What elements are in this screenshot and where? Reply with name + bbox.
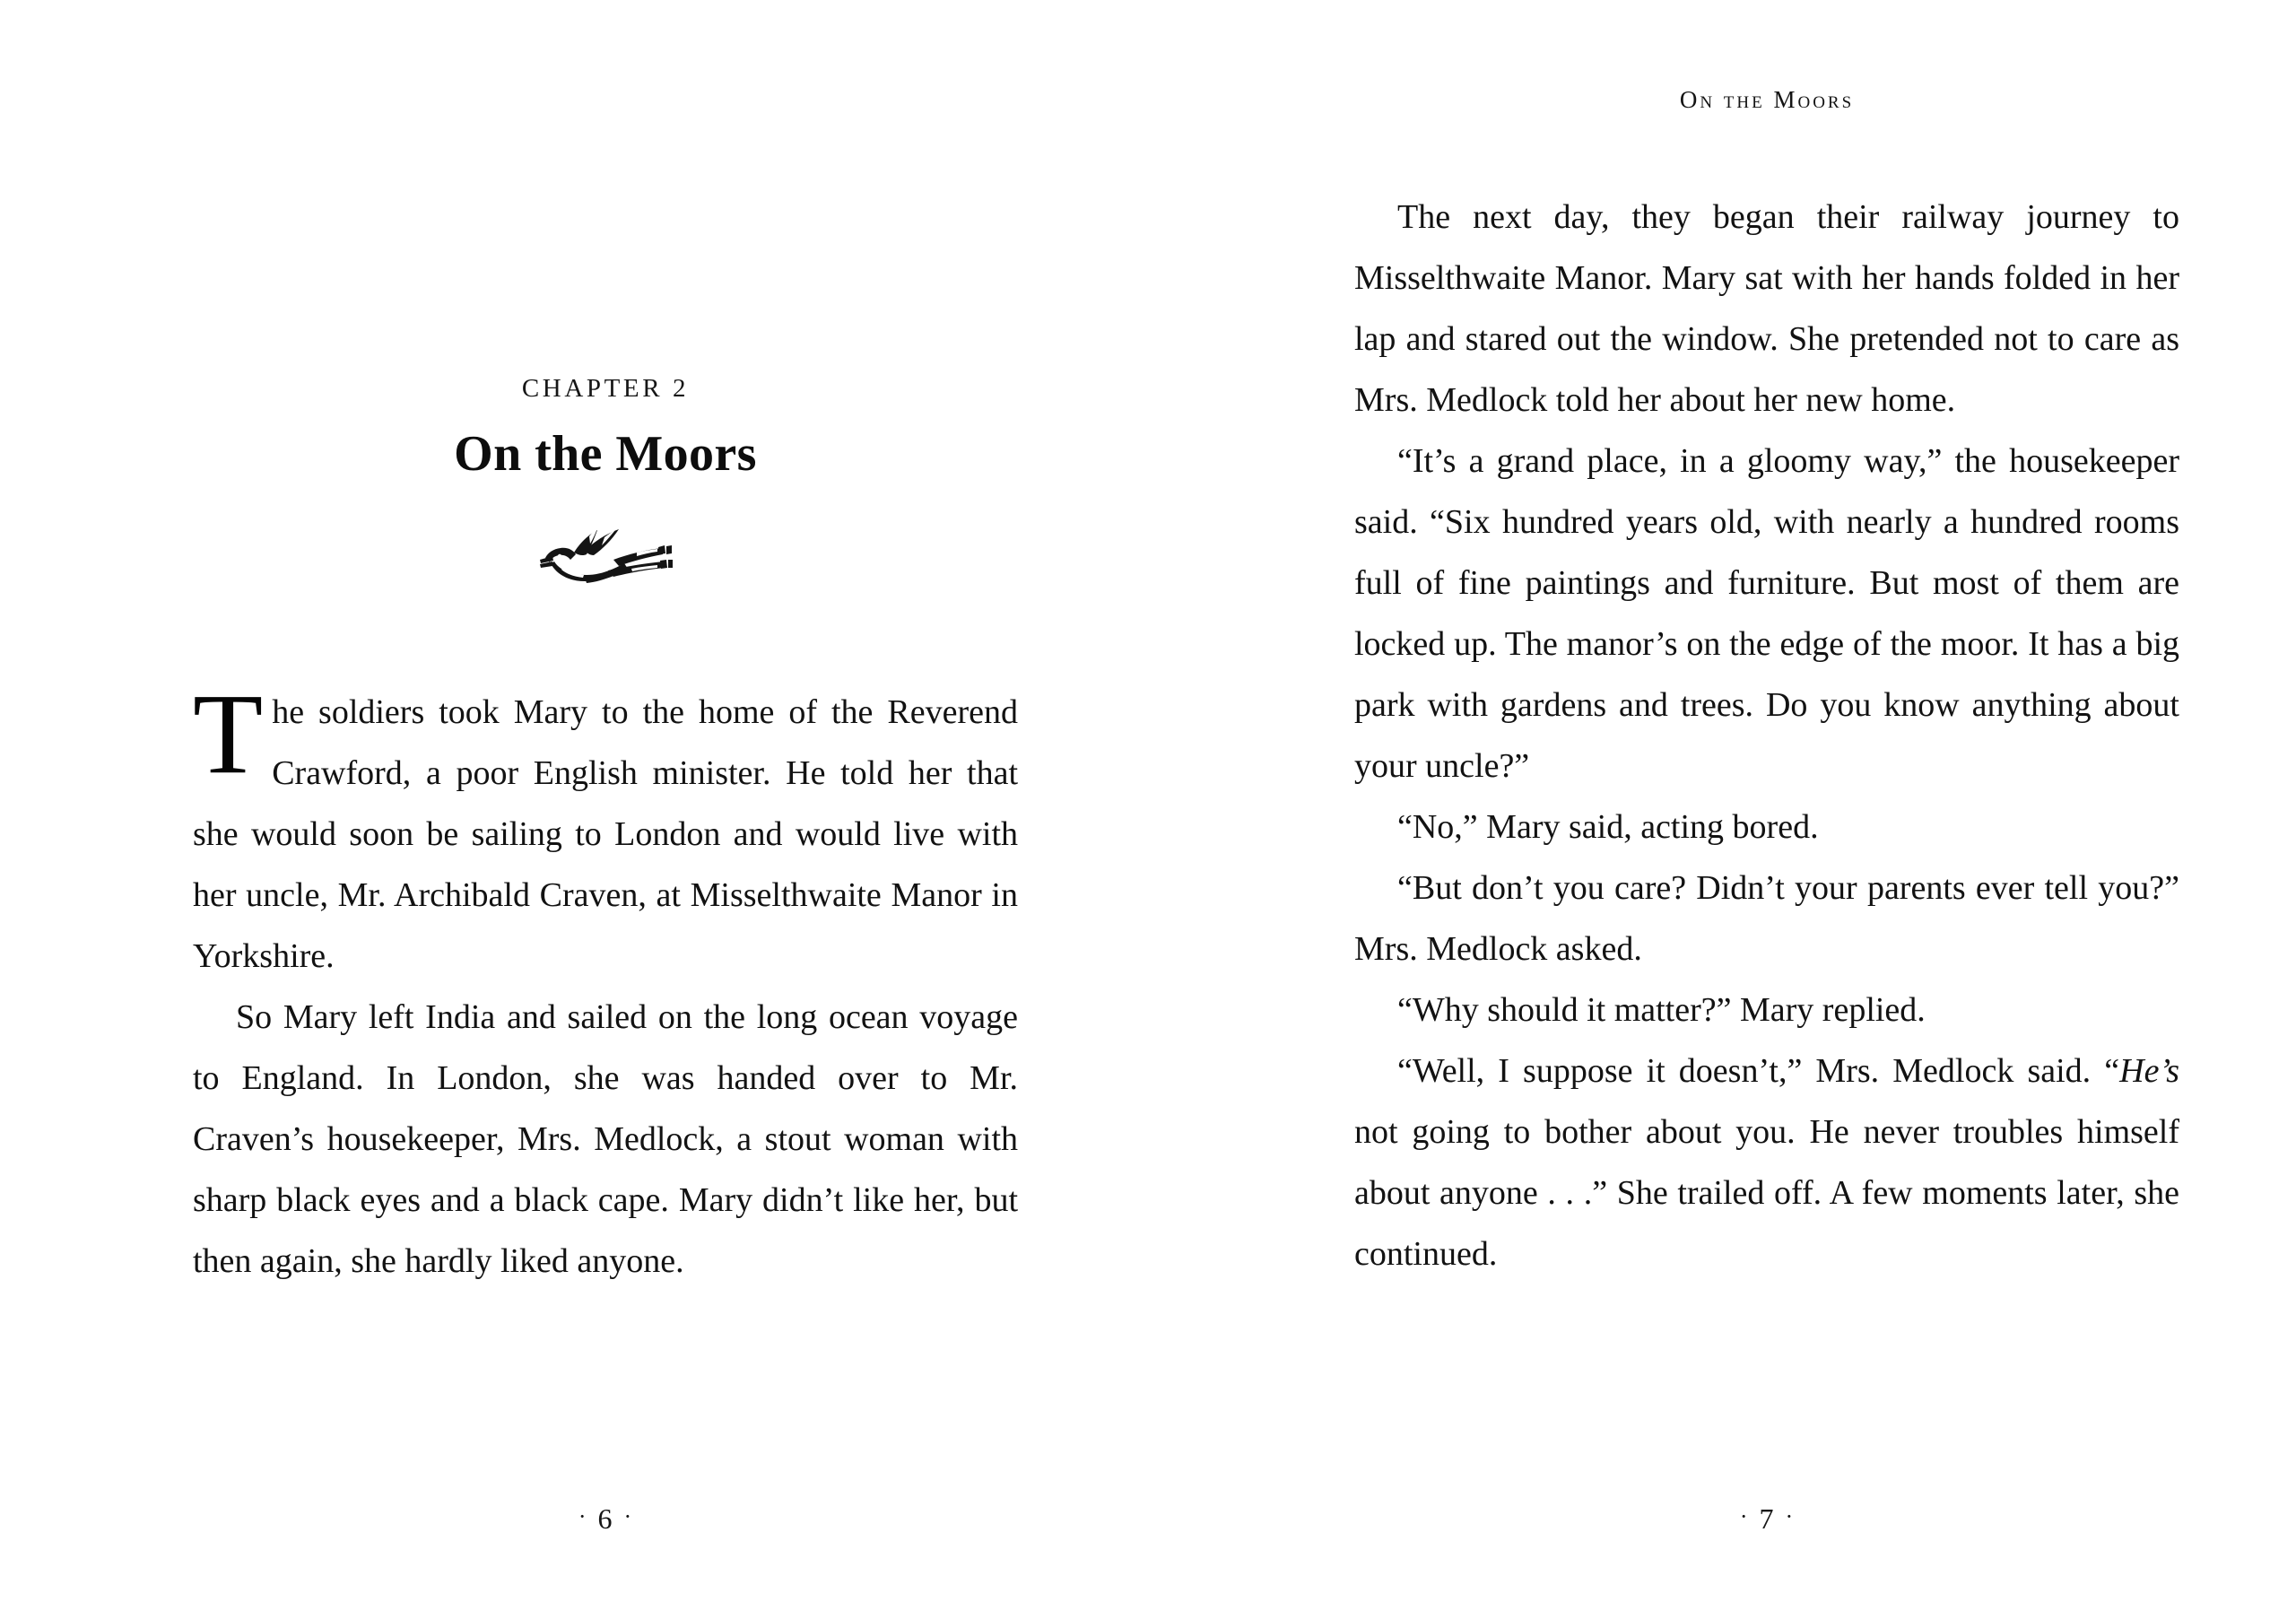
folio-dot-right: · xyxy=(623,1503,633,1529)
running-header: On the Moors xyxy=(1679,86,1855,113)
folio-dot-right: · xyxy=(1785,1503,1795,1529)
right-column-body xyxy=(1354,187,2179,1284)
paragraph-with-dropcap xyxy=(193,670,1018,987)
chapter-label: CHAPTER 2 xyxy=(521,374,690,403)
paragraph-text: “Why should it matter?” Mary replied. xyxy=(1397,991,1926,1029)
folio-dot-left: · xyxy=(1739,1503,1749,1529)
chapter-heading-block xyxy=(193,375,1018,593)
bird-ornament-container xyxy=(193,521,1018,593)
page-number: 7 xyxy=(1759,1502,1775,1535)
paragraph-text: “But don’t you care? Didn’t your parents ever tell you?” Mrs. Medlock asked. xyxy=(1354,869,2179,968)
paragraph-text-with-emphasis xyxy=(1354,1040,2179,1284)
drop-cap-letter: T xyxy=(193,670,264,797)
left-page xyxy=(193,0,1018,1602)
emphasized-word: He’s xyxy=(2119,1052,2179,1090)
page-number: 6 xyxy=(597,1502,613,1535)
paragraph-text: “No,” Mary said, acting bored. xyxy=(1397,808,1819,846)
paragraph-text: “It’s a grand place, in a gloomy way,” the housekeeper said. “Six hundred years old, with nearly a hundred rooms full of fine paintings and furniture. But most of them are locked up. The manor’s on the edge of the moor. It has a big park with gardens and trees. Do you know anything about your uncle?” xyxy=(1354,442,2179,785)
chapter-title: On the Moors xyxy=(454,425,757,482)
paragraph-segment-before-emphasis: “Well, I suppose it doesn’t,” Mrs. Medlock said. “ xyxy=(1397,1052,2120,1090)
paragraph-text: he soldiers took Mary to the home of the Reverend Crawford, a poor English minister. He told her that she would soon be sailing to London and would live with her uncle, Mr. Archibald Craven, at Misselthwaite Manor in Yorkshire. xyxy=(193,693,1018,975)
folio-right xyxy=(1354,1502,2179,1536)
folio-dot-left: · xyxy=(578,1503,587,1529)
flying-bird-icon xyxy=(538,524,673,590)
left-column-body xyxy=(193,670,1018,1292)
folio-left xyxy=(193,1502,1018,1536)
right-page xyxy=(1354,0,2179,1602)
paragraph-text: The next day, they began their railway journey to Misselthwaite Manor. Mary sat with her hands folded in her lap and stared out the window. She pretended not to care as Mrs. Medlock told her about her new home. xyxy=(1354,198,2179,419)
paragraph-segment-after-emphasis: not going to bother about you. He never troubles himself about anyone . . .” She trailed off. A few moments later, she continued. xyxy=(1354,1113,2179,1273)
paragraph-text: So Mary left India and sailed on the long ocean voyage to England. In London, she was handed over to Mr. Craven’s housekeeper, Mrs. Medlock, a stout woman with sharp black eyes and a black cape. Mary didn’t like her, but then again, she hardly liked anyone. xyxy=(193,998,1018,1280)
